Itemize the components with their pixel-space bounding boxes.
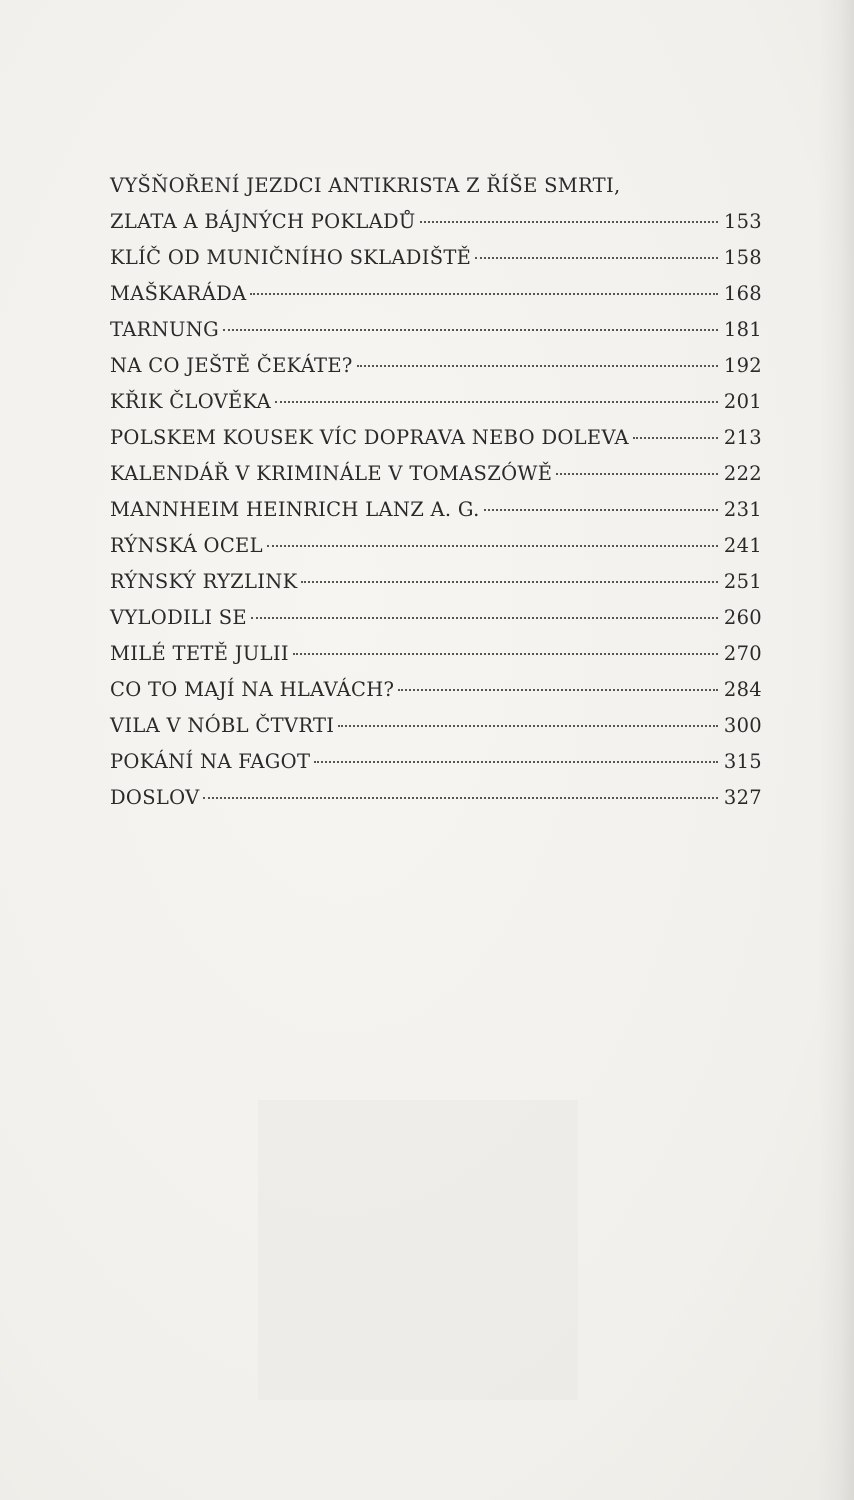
leader-dots	[314, 761, 718, 763]
leader-dots	[293, 653, 718, 655]
toc-entry-page: 158	[723, 246, 762, 269]
toc-entry-page: 270	[723, 642, 762, 665]
leader-dots	[251, 617, 718, 619]
toc-entry	[110, 348, 762, 384]
toc-entry-title: RÝNSKÝ RYZLINK	[110, 570, 298, 593]
toc-entry-page: 231	[723, 498, 762, 521]
toc-entry-title: DOSLOV	[110, 786, 200, 809]
leader-dots	[301, 581, 718, 583]
toc-entry-title: KALENDÁŘ V KRIMINÁLE V TOMASZÓWĚ	[110, 462, 553, 485]
table-of-contents	[110, 168, 762, 816]
leader-dots	[203, 797, 718, 799]
toc-entry-page: 192	[723, 354, 762, 377]
toc-entry-page: 251	[723, 570, 762, 593]
toc-entry-title: KLÍČ OD MUNIČNÍHO SKLADIŠTĚ	[110, 246, 472, 269]
toc-entry-page: 327	[723, 786, 762, 809]
toc-entry	[110, 564, 762, 600]
leader-dots	[250, 293, 718, 295]
toc-entry	[110, 204, 762, 240]
toc-entry	[110, 456, 762, 492]
toc-entry-title: VILA V NÓBL ČTVRTI	[110, 714, 335, 737]
show-through-image	[258, 1100, 578, 1400]
toc-entry	[110, 240, 762, 276]
toc-entry	[110, 528, 762, 564]
toc-entry	[110, 420, 762, 456]
toc-entry	[110, 492, 762, 528]
toc-entry-title: POKÁNÍ NA FAGOT	[110, 750, 311, 773]
toc-entry-heading-line	[110, 168, 762, 204]
leader-dots	[398, 689, 718, 691]
toc-entry-page: 222	[723, 462, 762, 485]
toc-entry-title: RÝNSKÁ OCEL	[110, 534, 263, 557]
toc-entry-page: 153	[723, 210, 762, 233]
toc-entry-page: 213	[723, 426, 762, 449]
leader-dots	[633, 437, 718, 439]
leader-dots	[357, 365, 718, 367]
toc-entry-title: MAŠKARÁDA	[110, 282, 247, 305]
leader-dots	[267, 545, 718, 547]
toc-entry	[110, 276, 762, 312]
toc-entry-page: 241	[723, 534, 762, 557]
toc-entry	[110, 384, 762, 420]
toc-entry-title: NA CO JEŠTĚ ČEKÁTE?	[110, 354, 353, 377]
toc-entry-title: ZLATA A BÁJNÝCH POKLADŮ	[110, 210, 416, 233]
toc-entry-page: 300	[723, 714, 762, 737]
toc-entry-page: 284	[723, 678, 762, 701]
toc-entry-page: 168	[723, 282, 762, 305]
leader-dots	[556, 473, 718, 475]
toc-entry	[110, 636, 762, 672]
toc-entry-title: KŘIK ČLOVĚKA	[110, 390, 272, 413]
leader-dots	[223, 329, 718, 331]
leader-dots	[475, 257, 718, 259]
toc-entry	[110, 744, 762, 780]
leader-dots	[420, 221, 718, 223]
leader-dots	[338, 725, 718, 727]
toc-entry-title: CO TO MAJÍ NA HLAVÁCH?	[110, 678, 395, 701]
toc-entry	[110, 780, 762, 816]
leader-dots	[275, 401, 718, 403]
toc-entry	[110, 600, 762, 636]
toc-entry	[110, 708, 762, 744]
page-edge-shadow	[818, 0, 854, 1500]
leader-dots	[484, 509, 718, 511]
toc-entry-title-line1: VYŠŇOŘENÍ JEZDCI ANTIKRISTA Z ŘÍŠE SMRTI,	[110, 174, 621, 197]
toc-entry-page: 201	[723, 390, 762, 413]
toc-entry-page: 181	[723, 318, 762, 341]
toc-entry-title: MANNHEIM HEINRICH LANZ A. G.	[110, 498, 480, 521]
toc-entry	[110, 672, 762, 708]
toc-entry-title: MILÉ TETĚ JULII	[110, 642, 289, 665]
toc-entry-title: VYLODILI SE	[110, 606, 247, 629]
toc-entry-page: 260	[723, 606, 762, 629]
toc-entry	[110, 312, 762, 348]
toc-entry-page: 315	[723, 750, 762, 773]
toc-entry-title: POLSKEM KOUSEK VÍC DOPRAVA NEBO DOLEVA	[110, 426, 629, 449]
toc-entry-title: TARNUNG	[110, 318, 219, 341]
